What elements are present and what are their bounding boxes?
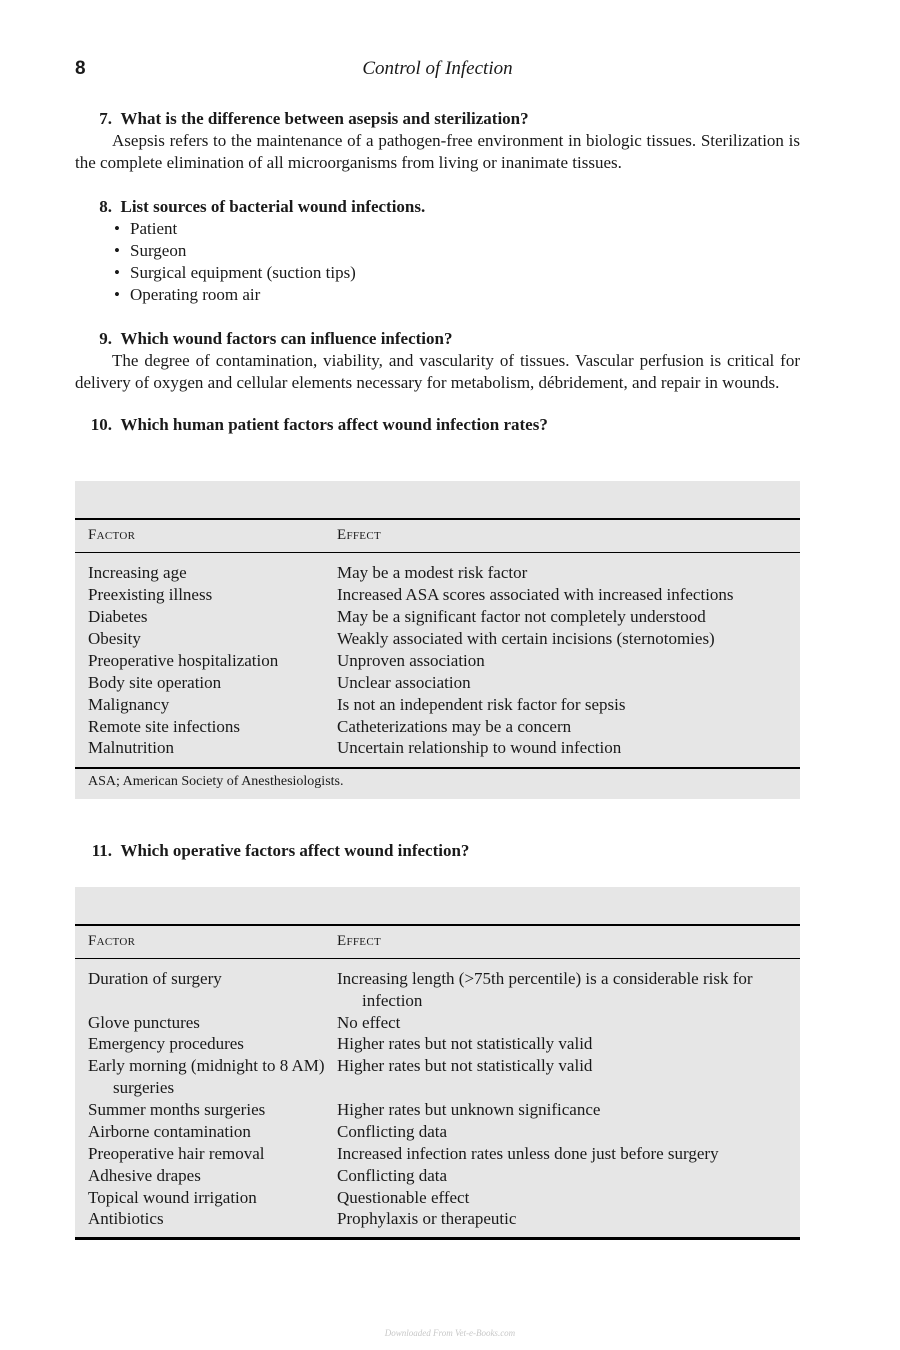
question-number: 7. (99, 109, 112, 128)
question-text: List sources of bacterial wound infections. (120, 197, 426, 216)
question-11-block (75, 840, 800, 862)
question-text: What is the difference between asepsis and sterilization? (120, 109, 529, 128)
column-header-effect: Effect (337, 527, 381, 543)
table-footnote (75, 767, 800, 801)
factor-cell: Increasing age (88, 563, 187, 582)
factor-cell: Diabetes (88, 607, 148, 626)
answer-7: Asepsis refers to the maintenance of a pathogen-free environment in biologic tissues. Sterilization is the complete elimination of all microorganisms from living or inanimate tissues. (75, 131, 800, 172)
effect-cell: No effect (337, 1013, 401, 1032)
download-watermark: Downloaded From Vet-e-Books.com (384, 1328, 516, 1338)
factor-cell: Duration of surgery (88, 969, 222, 988)
column-header-effect: Effect (337, 933, 381, 949)
list-item: • Surgical equipment (suction tips) (114, 263, 356, 282)
question-number: 11. (91, 841, 112, 860)
effect-cell: Unclear association (337, 673, 471, 692)
running-title: Control of Infection (362, 58, 513, 79)
question-text: Which operative factors affect wound infection? (120, 841, 470, 860)
effect-cell: Increasing length (>75th percentile) is a considerable risk for infection (337, 969, 753, 1010)
effect-cell: Weakly associated with certain incisions (sternotomies) (337, 629, 715, 648)
question-text: Which wound factors can influence infection? (120, 329, 453, 348)
answer-9: The degree of contamination, viability, and vascularity of tissues. Vascular perfusion is critical for delivery of oxygen and cellular elements necessary for metabolism, débridement, and repair in wounds. (75, 351, 800, 392)
factor-cell: Preexisting illness (88, 585, 213, 604)
factor-cell: Summer months surgeries (88, 1100, 266, 1119)
effect-cell: Catheterizations may be a concern (337, 717, 572, 736)
page-header (75, 58, 800, 84)
factor-cell: Remote site infections (88, 717, 241, 736)
factor-cell: Preoperative hospitalization (88, 651, 279, 670)
question-number: 9. (99, 329, 112, 348)
question-text: Which human patient factors affect wound infection rates? (120, 415, 548, 434)
effect-cell: May be a modest risk factor (337, 563, 528, 582)
effect-cell: Prophylaxis or therapeutic (337, 1209, 517, 1228)
sources-list (75, 218, 800, 306)
question-9 (75, 328, 800, 350)
effect-cell: Questionable effect (337, 1188, 470, 1207)
factor-cell: Early morning (midnight to 8 AM) surgeries (88, 1056, 325, 1097)
footnote-text: ASA; American Society of Anesthesiologists. (88, 774, 344, 789)
factor-cell: Emergency procedures (88, 1034, 244, 1053)
operative-factors-table (75, 887, 800, 1239)
question-number: 10. (90, 415, 112, 434)
list-item-text: Patient (130, 219, 178, 238)
question-11 (75, 840, 800, 862)
effect-cell: Increased ASA scores associated with increased infections (337, 585, 734, 604)
list-item-text: Surgeon (130, 241, 187, 260)
table-bottom-rule (75, 1237, 800, 1240)
page-number: 8 (75, 58, 86, 79)
effect-cell: Unproven association (337, 651, 485, 670)
patient-factors-table (75, 481, 800, 799)
table-header (75, 924, 800, 959)
column-header-factor: Factor (88, 933, 136, 949)
factor-cell: Malnutrition (88, 738, 174, 757)
effect-cell: Increased infection rates unless done just before surgery (337, 1144, 719, 1163)
question-number: 8. (99, 197, 112, 216)
effect-cell: Uncertain relationship to wound infection (337, 738, 622, 757)
effect-cell: Higher rates but not statistically valid (337, 1056, 593, 1075)
effect-cell: May be a significant factor not completely understood (337, 607, 706, 626)
factor-cell: Adhesive drapes (88, 1166, 201, 1185)
questions-7-9 (75, 108, 800, 436)
effect-cell: Is not an independent risk factor for sepsis (337, 695, 626, 714)
factor-cell: Malignancy (88, 695, 170, 714)
effect-cell: Higher rates but not statistically valid (337, 1034, 593, 1053)
factor-cell: Obesity (88, 629, 141, 648)
list-item: • Operating room air (114, 285, 261, 304)
question-10 (75, 414, 800, 436)
table-header (75, 518, 800, 553)
effect-cell: Conflicting data (337, 1122, 448, 1141)
factor-cell: Glove punctures (88, 1013, 200, 1032)
column-header-factor: Factor (88, 527, 136, 543)
factor-cell: Airborne contamination (88, 1122, 251, 1141)
list-item-text: Operating room air (130, 285, 261, 304)
list-item-text: Surgical equipment (suction tips) (130, 263, 356, 282)
question-7 (75, 108, 800, 130)
factor-cell: Topical wound irrigation (88, 1188, 257, 1207)
list-item: • Patient (114, 219, 178, 238)
effect-cell: Higher rates but unknown significance (337, 1100, 601, 1119)
factor-cell: Preoperative hair removal (88, 1144, 265, 1163)
list-item: • Surgeon (114, 241, 187, 260)
factor-cell: Body site operation (88, 673, 222, 692)
effect-cell: Conflicting data (337, 1166, 448, 1185)
question-8 (75, 196, 800, 218)
factor-cell: Antibiotics (88, 1209, 164, 1228)
